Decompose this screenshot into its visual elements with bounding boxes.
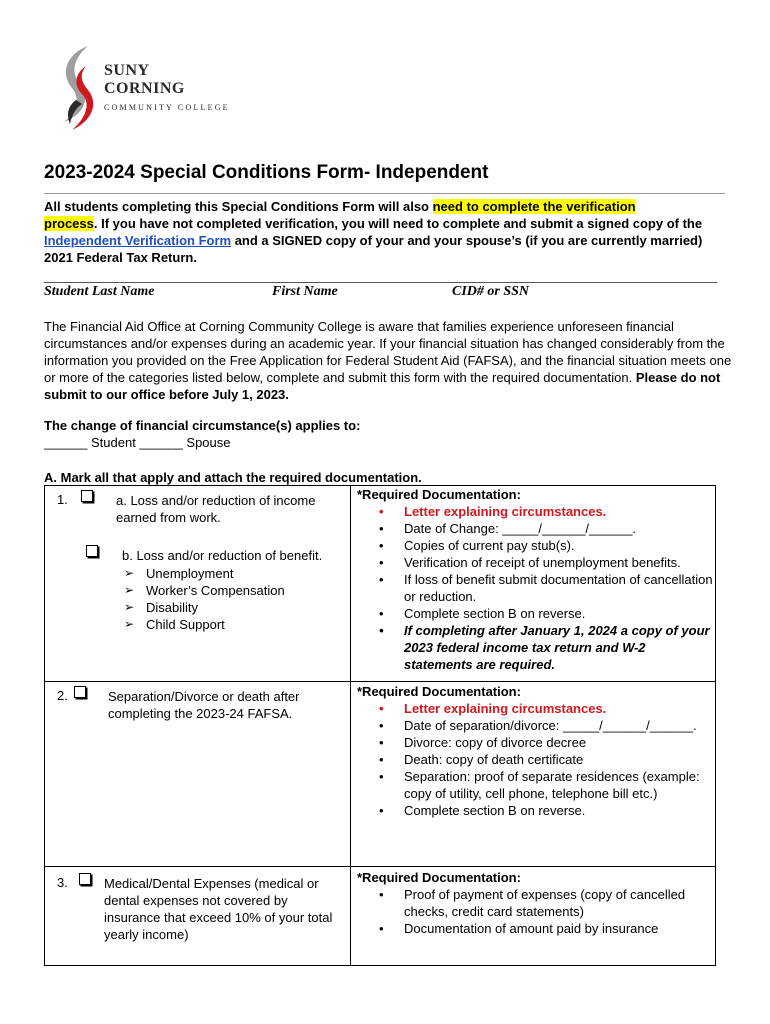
intro-text-3: and a SIGNED copy of your and your spouse’s (if you are currently married) 2021 Federal Tax Return. [44,233,703,265]
cid-ssn-label: CID# or SSN [452,284,530,299]
form-title: 2023-2024 Special Conditions Form- Independent [44,162,489,183]
benefit-item: ➢ Unemployment [122,565,346,582]
section-a-heading: A. Mark all that apply and attach the required documentation. [44,470,422,485]
table-column-divider [350,485,351,966]
doc-item: • Separation: proof of separate residences (example: copy of utility, cell phone, telephone bill etc.) [357,768,713,802]
doc-item: • Complete section B on reverse. [357,605,713,622]
required-docs-heading: *Required Documentation: [357,684,521,699]
intro-text-1: All students completing this Special Conditions Form will also [44,199,433,214]
doc-item: • Copies of current pay stub(s). [357,537,713,554]
intro-highlight-2: process [44,216,94,231]
doc-item: • Documentation of amount paid by insurance [357,920,713,937]
table-row-divider-1 [44,681,716,682]
info-paragraph [44,318,734,403]
row-2-required-docs [357,683,713,819]
doc-item: • Divorce: copy of divorce decree [357,734,713,751]
student-last-name-label: Student Last Name [44,284,155,299]
row-1-number: 1. [57,492,68,507]
benefit-item: ➢ Disability [122,599,346,616]
benefit-list [122,565,346,633]
doc-item: • Date of separation/divorce: _____/______/______. [357,717,713,734]
row-1-required-docs [357,486,713,673]
row-2-text: Separation/Divorce or death after completing the 2023-24 FAFSA. [108,689,300,721]
row-1a-text: a. Loss and/or reduction of income earned from work. [116,493,316,525]
required-docs-heading: *Required Documentation: [357,487,521,502]
college-logo-icon [58,44,102,134]
logo-line-corning: CORNING [104,80,185,97]
doc-item: • If loss of benefit submit documentation of cancellation or reduction. [357,571,713,605]
row-2-checkbox[interactable] [74,686,86,698]
first-name-label: First Name [272,284,338,299]
benefit-item: ➢ Child Support [122,616,346,633]
title-divider [44,193,725,194]
row-1a-checkbox[interactable] [81,490,93,502]
doc-item: • If completing after January 1, 2024 a copy of your 2023 federal income tax return and W-2 statements are required. [357,622,713,673]
row-1b-checkbox[interactable] [86,545,98,557]
intro-text-2: . If you have not completed verification, you will need to complete and submit a signed copy of the [93,216,703,231]
change-applies-block [44,417,360,451]
doc-item: • Letter explaining circumstances. [357,700,713,717]
row-1b-text: b. Loss and/or reduction of benefit. [122,548,323,563]
college-logo-text [104,62,230,112]
row-2-number: 2. [57,688,68,703]
row-3-required-docs [357,869,713,937]
info-paragraph-text: The Financial Aid Office at Corning Community College is aware that families experience unforeseen financial circumstances and/or expenses during an academic year. If your financial situation has changed considerably from the information you provided on the Free Application for Federal Student Aid (FAFSA), and the financial situation meets one or more of the categories listed below, complete and submit this form with the required documentation. [44,319,732,385]
doc-item: • Proof of payment of expenses (copy of cancelled checks, credit card statements) [357,886,713,920]
doc-item: • Complete section B on reverse. [357,802,713,819]
required-docs-heading: *Required Documentation: [357,870,521,885]
student-spouse-line[interactable]: ______ Student ______ Spouse [44,435,231,450]
logo-line-suny: SUNY [104,62,150,79]
doc-item: • Letter explaining circumstances. [357,503,713,520]
row-3-number: 3. [57,875,68,890]
row-3-text: Medical/Dental Expenses (medical or dental expenses not covered by insurance that exceed 10% of your total yearly income) [104,876,333,942]
benefit-item: ➢ Worker’s Compensation [122,582,346,599]
submit-date-notice: Please do not submit to our office before July 1, 2023. [44,370,721,402]
doc-item: • Verification of receipt of unemployment benefits. [357,554,713,571]
table-row-divider-2 [44,866,716,867]
signature-line [44,282,717,283]
doc-item: • Death: copy of death certificate [357,751,713,768]
row-3-checkbox[interactable] [79,873,91,885]
logo-line-community-college: COMMUNITY COLLEGE [104,103,230,112]
verification-form-link[interactable]: Independent Verification Form [44,233,232,248]
intro-paragraph [44,198,734,266]
intro-highlight-1: need to complete the verification [432,199,636,214]
doc-item: • Date of Change: _____/______/______. [357,520,713,537]
change-applies-heading: The change of financial circumstance(s) applies to: [44,418,361,433]
